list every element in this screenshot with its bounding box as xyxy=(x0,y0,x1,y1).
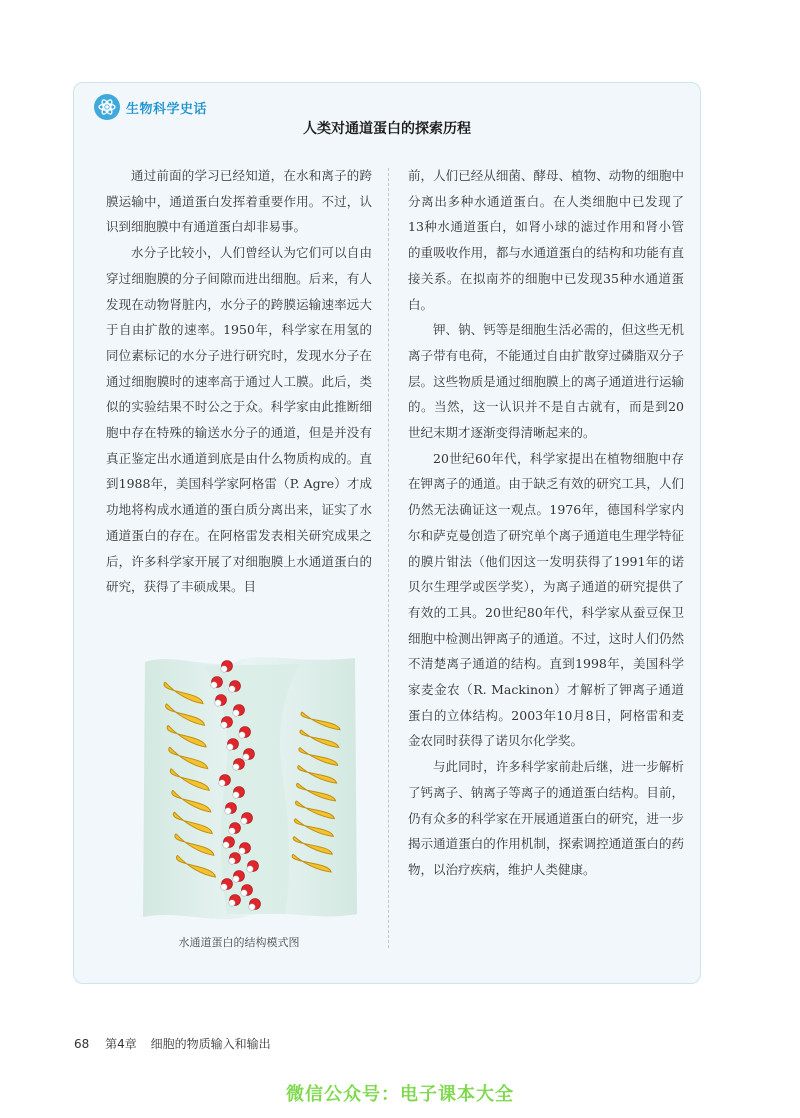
hydrogen-atom xyxy=(229,858,235,864)
paragraph: 水分子比较小，人们曾经认为它们可以自由穿过细胞膜的分子间隙而进出细胞。后来，有人发现在动物肾脏内，水分子的跨膜运输速率远大于自由扩散的速率。1950年，科学家在用氢的同位素标记的水分子进行研究时，发现水分子在通过细胞膜时的速率高于通过人工膜。此后，类似的实验结果不时公之于众。科学家由此推断细胞中存在特殊的输送水分子的通道，但是并没有真正鉴定出水通道到底是由什么物质构成的。直到1988年，美国科学家阿格雷（P. Agre）才成功地将构成水通道的蛋白质分离出来，证实了水通道蛋白的存在。在阿格雷发表相关研究成果之后，许多科学家开展了对细胞膜上水通道蛋白的研究，获得了丰硕成果。目 xyxy=(106,245,372,595)
hydrogen-atom xyxy=(229,828,235,834)
hydrogen-atom xyxy=(239,732,245,738)
atom-icon xyxy=(94,94,120,120)
figure-caption: 水通道蛋白的结构模式图 xyxy=(178,936,300,949)
hydrogen-atom xyxy=(233,764,239,770)
aquaporin-structure-figure xyxy=(135,652,365,922)
hydrogen-atom xyxy=(225,808,231,814)
hydrogen-atom xyxy=(211,682,217,688)
hydrogen-atom xyxy=(227,744,233,750)
chapter-number: 第4章 xyxy=(105,1037,137,1051)
hydrogen-atom xyxy=(241,818,247,824)
paragraph: 20世纪60年代，科学家提出在植物细胞中存在钾离子的通道。由于缺乏有效的研究工具，人们仍然无法确证这一观点。1976年，德国科学家内尔和萨克曼创造了研究单个离子通道电生理学特征的膜片钳法（他们因这一发明获得了1991年的诺贝尔生理学或医学奖），为离子通道的研究提供了有效的工具。20世纪80年代，科学家从蚕豆保卫细胞中检测出钾离子的通道。不过，这时人们仍然不清楚离子通道的结构。直到1998年，美国科学家麦金农（R. Mackinon）才解析了钾离子通道蛋白的立体结构。2003年10月8日，阿格雷和麦金农同时获得了诺贝尔化学奖。 xyxy=(408,450,684,749)
hydrogen-atom xyxy=(229,900,235,906)
page-footer xyxy=(74,1035,271,1052)
hydrogen-atom xyxy=(233,710,239,716)
hydrogen-atom xyxy=(221,884,227,890)
paragraph: 钾、钠、钙等是细胞生活必需的，但这些无机离子带有电荷，不能通过自由扩散穿过磷脂双分子层。这些物质是通过细胞膜上的离子通道进行运输的。当然，这一认识并不是自古就有，而是到20世纪末期才逐渐变得清晰起来的。 xyxy=(408,322,684,441)
hydrogen-atom xyxy=(233,876,239,882)
article-title: 人类对通道蛋白的探索历程 xyxy=(303,121,471,137)
hydrogen-atom xyxy=(241,890,247,896)
hydrogen-atom xyxy=(239,848,245,854)
hydrogen-atom xyxy=(219,780,225,786)
hydrogen-atom xyxy=(215,700,221,706)
page-number: 68 xyxy=(74,1037,90,1051)
hydrogen-atom xyxy=(243,754,249,760)
paragraph: 通过前面的学习已经知道，在水和离子的跨膜运输中，通道蛋白发挥着重要作用。不过，认识到细胞膜中有通道蛋白却非易事。 xyxy=(106,168,372,235)
hydrogen-atom xyxy=(229,686,235,692)
right-column xyxy=(408,163,684,883)
hydrogen-atom xyxy=(223,842,229,848)
chapter-title: 细胞的物质输入和输出 xyxy=(150,1037,271,1051)
hydrogen-atom xyxy=(247,866,253,872)
hydrogen-atom xyxy=(249,904,255,910)
hydrogen-atom xyxy=(221,666,227,672)
feature-label: 生物科学史话 xyxy=(126,101,208,117)
column-divider xyxy=(388,168,389,948)
left-column xyxy=(106,163,372,600)
paragraph: 与此同时，许多科学家前赴后继，进一步解析了钙离子、钠离子等离子的通道蛋白结构。目前，仍有众多的科学家在开展通道蛋白的研究，进一步揭示通道蛋白的作用机制，探索调控通道蛋白的药物，以治疗疾病，维护人类健康。 xyxy=(408,759,684,877)
hydrogen-atom xyxy=(221,722,227,728)
hydrogen-atom xyxy=(233,792,239,798)
wechat-banner: 微信公众号：电子课本大全 xyxy=(286,1084,514,1105)
paragraph: 前，人们已经从细菌、酵母、植物、动物的细胞中分离出多种水通道蛋白。在人类细胞中已发现了13种水通道蛋白，如肾小球的滤过作用和肾小管的重吸收作用，都与水通道蛋白的结构和功能有直接关系。在拟南芥的细胞中已发现35种水通道蛋白。 xyxy=(408,168,684,312)
feature-tag xyxy=(94,93,207,121)
